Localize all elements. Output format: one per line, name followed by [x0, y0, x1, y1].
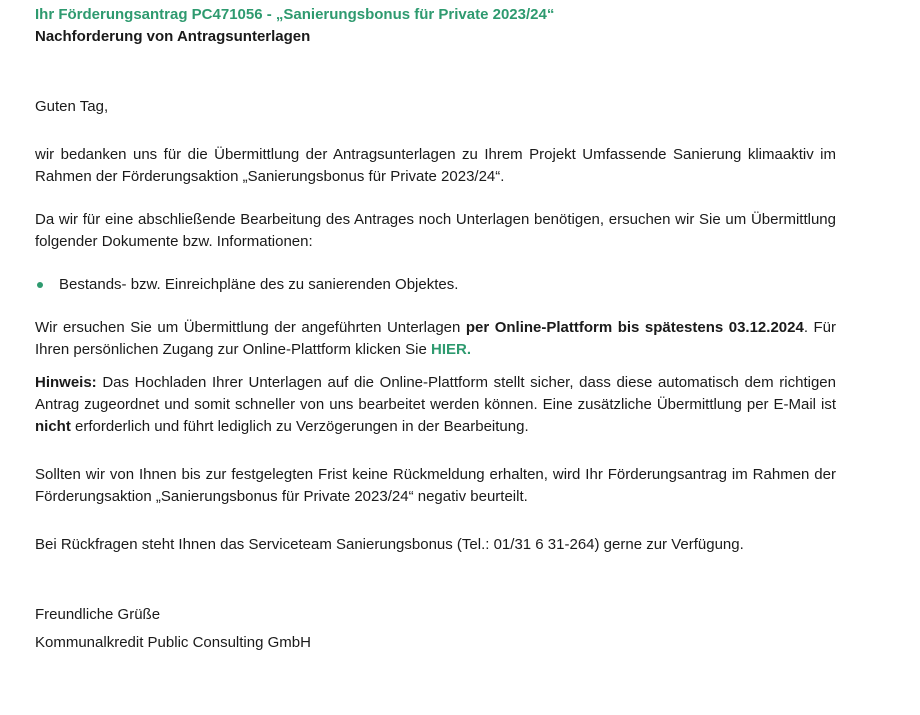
list-item-text: Bestands- bzw. Einreichpläne des zu sanierenden Objektes.	[59, 276, 459, 293]
note-bold-nicht: nicht	[35, 418, 71, 435]
paragraph-thanks: wir bedanken uns für die Übermittlung der Antragsunterlagen zu Ihrem Projekt Umfassende Sanierung klimaaktiv im Rahmen der Förderungsaktion „Sanierungsbonus für Private 2023/24“.	[35, 146, 836, 185]
deadline-bold: per Online-Plattform bis spätestens 03.12.2024	[465, 319, 804, 336]
closing-greeting: Freundliche Grüße	[35, 606, 161, 623]
bullet-icon	[37, 282, 43, 288]
email-subtitle: Nachforderung von Antragsunterlagen	[35, 28, 311, 45]
note-text-end: erforderlich und führt lediglich zu Verzögerungen in der Bearbeitung.	[70, 418, 529, 435]
portal-link[interactable]: HIER.	[431, 341, 472, 358]
paragraph-note	[35, 372, 836, 438]
list-item	[35, 274, 836, 296]
paragraph-consequence: Sollten wir von Ihnen bis zur festgelegten Frist keine Rückmeldung erhalten, wird Ihr Förderungsantrag im Rahmen der Förderungsaktion „Sanierungsbonus für Private 2023/24“ negativ beurteilt.	[35, 466, 836, 505]
greeting: Guten Tag,	[35, 98, 109, 115]
note-text-start: Das Hochladen Ihrer Unterlagen auf die Online-Plattform stellt sicher, dass diese automatisch dem richtigen Antrag zugeordnet und somit schneller von uns bearbeitet werden können. Eine zusätzliche Übermittlung per E-Mail ist	[35, 374, 836, 413]
deadline-text-end: . Für Ihren persönlichen Zugang zur Online-Plattform klicken Sie	[35, 319, 836, 358]
paragraph-deadline	[35, 317, 836, 361]
sender-company: Kommunalkredit Public Consulting GmbH	[35, 634, 311, 651]
paragraph-request: Da wir für eine abschließende Bearbeitung des Antrages noch Unterlagen benötigen, ersuchen wir Sie um Übermittlung folgender Dokumente bzw. Informationen:	[35, 211, 836, 250]
document-list	[35, 274, 836, 296]
paragraph-contact: Bei Rückfragen steht Ihnen das Serviceteam Sanierungsbonus (Tel.: 01/31 6 31-264) gerne zur Verfügung.	[35, 536, 744, 553]
note-label: Hinweis:	[35, 374, 97, 391]
deadline-text-start: Wir ersuchen Sie um Übermittlung der angeführten Unterlagen	[35, 319, 466, 336]
email-subject: Ihr Förderungsantrag PC471056 - „Sanierungsbonus für Private 2023/24“	[35, 6, 555, 23]
